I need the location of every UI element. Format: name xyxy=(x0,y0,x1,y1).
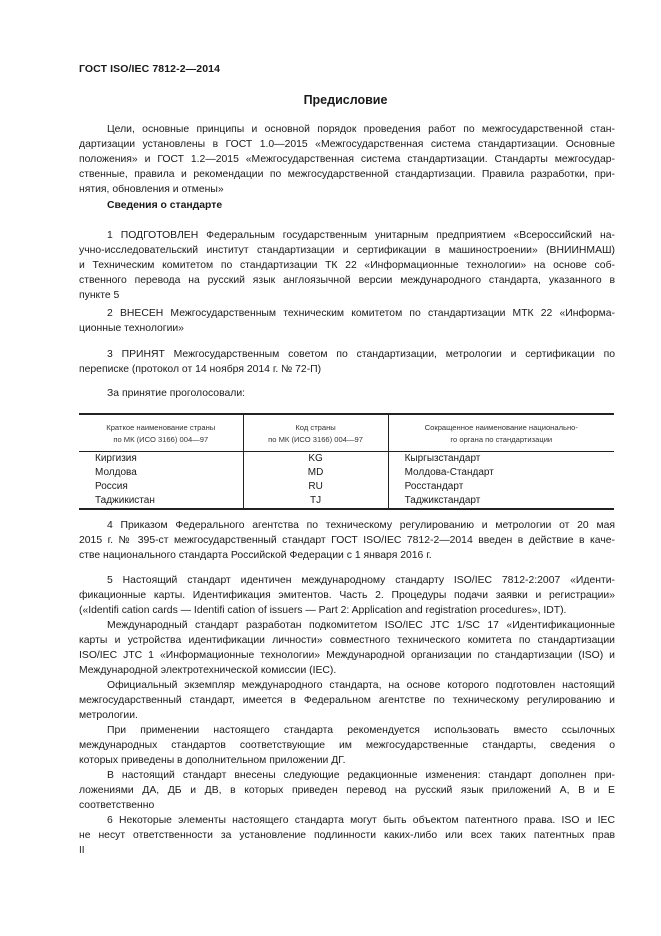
text-line: («Identifi cation cards — Identifi cation of issuers — Part 2: Application and registration procedures», IDT). xyxy=(79,605,567,616)
table-cell: MD xyxy=(243,466,388,480)
text-line: которых приведены в дополнительном приложении ДГ. xyxy=(79,755,346,766)
text-line: ISO/IEC JTC 1 «Информационные технологии» Международной организации по стандартизации (ISO) и xyxy=(79,650,615,661)
table-row xyxy=(79,452,614,467)
text-line: 5 Настоящий стандарт идентичен международному стандарту ISO/IEC 7812-2:2007 «Иденти- xyxy=(107,575,615,586)
table-cell: Таджикистан xyxy=(79,494,243,509)
text-line: пункте 5 xyxy=(79,290,120,301)
text-line: не несут ответственности за установление подлинности каких-либо или всех таких патентных прав xyxy=(79,830,615,841)
text-line: 6 Некоторые элементы настоящего стандарта могут быть объектом патентного права. ISO и IEC xyxy=(107,815,615,826)
table-cell: Молдова xyxy=(95,467,137,478)
text-line: ственного перевода на русский язык англоязычной версии международного стандарта, указанного в xyxy=(79,275,615,286)
table-cell: KG xyxy=(243,452,388,467)
item-1-paragraph xyxy=(79,228,615,303)
table-cell: Молдова-Стандарт xyxy=(404,467,494,478)
text-line: При применении настоящего стандарта рекомендуется использовать вместо ссылочных xyxy=(107,725,615,736)
table-row xyxy=(79,494,614,509)
text-line: учно-исследовательский институт стандартизации и сертификации в машиностроении» (ВНИИНМАШ) xyxy=(79,245,615,256)
text-line: В настоящий стандарт внесены следующие редакционные изменения: стандарт дополнен при- xyxy=(107,770,615,781)
text-line: ционные технологии» xyxy=(79,323,184,334)
item-5-paragraph xyxy=(79,573,615,843)
table-row xyxy=(79,466,614,480)
table-row xyxy=(79,480,614,494)
text-line: соответственно xyxy=(79,800,155,811)
document-header: ГОСТ ISO/IEC 7812-2—2014 xyxy=(79,63,221,75)
text-line: Цели, основные принципы и основной порядок проведения работ по межгосударственной стан- xyxy=(107,124,615,135)
text-line: положения» и ГОСТ 1.2—2015 «Межгосударственная система стандартизации. Стандарты межгосудар- xyxy=(79,154,615,165)
item-4-paragraph xyxy=(79,518,615,563)
text-line: Официальный экземпляр международного стандарта, на основе которого подготовлен настоящий xyxy=(107,680,615,691)
text-line: фикационные карты. Идентификация эмитентов. Часть 2. Процедуры подачи заявки и регистрации» xyxy=(79,590,615,601)
table-header-body: Сокращенное наименование национально- го органа по стандартизации xyxy=(388,414,614,452)
table-cell: TJ xyxy=(243,494,388,509)
table-header-country: Краткое наименование страны по МК (ИСО 3166) 004—97 xyxy=(79,414,243,452)
text-line: дартизации установлены в ГОСТ 1.0—2015 «Межгосударственная система стандартизации. Основные xyxy=(79,139,615,150)
item-2-paragraph xyxy=(79,306,615,336)
intro-paragraph xyxy=(79,122,615,197)
text-line: и Техническим комитетом по стандартизации ТК 22 «Информационные технологии» на основе соб- xyxy=(79,260,615,271)
text-line: За принятие проголосовали: xyxy=(107,388,246,399)
table-cell: Кыргызстандарт xyxy=(404,453,481,464)
table-cell: Россия xyxy=(95,481,128,492)
page-title: Предисловие xyxy=(303,93,388,107)
text-line: 3 ПРИНЯТ Межгосударственным советом по стандартизации, метрологии и сертификации по xyxy=(107,349,615,360)
text-line: 4 Приказом Федерального агентства по техническому регулированию и метрологии от 20 мая xyxy=(107,520,615,531)
item-3-paragraph xyxy=(79,347,615,377)
text-line: стве национального стандарта Российской Федерации с 1 января 2016 г. xyxy=(79,550,432,561)
text-line: Международной электротехнической комиссии (IEC). xyxy=(79,665,337,676)
text-line: метрологии. xyxy=(79,710,138,721)
table-cell: Росстандарт xyxy=(404,481,464,492)
table-cell: Киргизия xyxy=(95,453,137,464)
text-line: 2015 г. № 395-ст межгосударственный стандарт ГОСТ ISO/IEC 7812-2—2014 введен в действие в каче- xyxy=(79,535,615,546)
text-line: 2 ВНЕСЕН Межгосударственным техническим комитетом по стандартизации МТК 22 «Информа- xyxy=(107,308,615,319)
table-cell: RU xyxy=(243,480,388,494)
page-number: II xyxy=(79,845,85,856)
text-line: нятия, обновления и отмены» xyxy=(79,184,224,195)
voting-table xyxy=(79,413,614,510)
section-heading: Сведения о стандарте xyxy=(107,200,223,211)
text-line: карты и устройства идентификации личности» совместного технического комитета по стандартизации xyxy=(79,635,615,646)
text-line: международных стандартов соответствующие им межгосударственные стандарты, сведения о xyxy=(79,740,615,751)
text-line: ственные, правила и рекомендации по межгосударственной стандартизации. Правила разработки, при- xyxy=(79,169,615,180)
voted-label xyxy=(79,386,615,401)
text-line: 1 ПОДГОТОВЛЕН Федеральным государственным унитарным предприятием «Всероссийский на- xyxy=(107,230,615,241)
text-line: Международный стандарт разработан подкомитетом ISO/IEC JTC 1/SC 17 «Идентификационные xyxy=(107,620,615,631)
table-header-code: Код страны по МК (ИСО 3166) 004—97 xyxy=(243,414,388,452)
text-line: межгосударственный стандарт, имеется в Федеральном агентстве по техническому регулированию и xyxy=(79,695,615,706)
table-cell: Таджикстандарт xyxy=(388,494,614,509)
text-line: переписке (протокол от 14 ноября 2014 г. № 72-П) xyxy=(79,364,322,375)
text-line: ложениями ДА, ДБ и ДВ, в которых приведен перевод на русский язык приложений А, В и Е xyxy=(79,785,615,796)
